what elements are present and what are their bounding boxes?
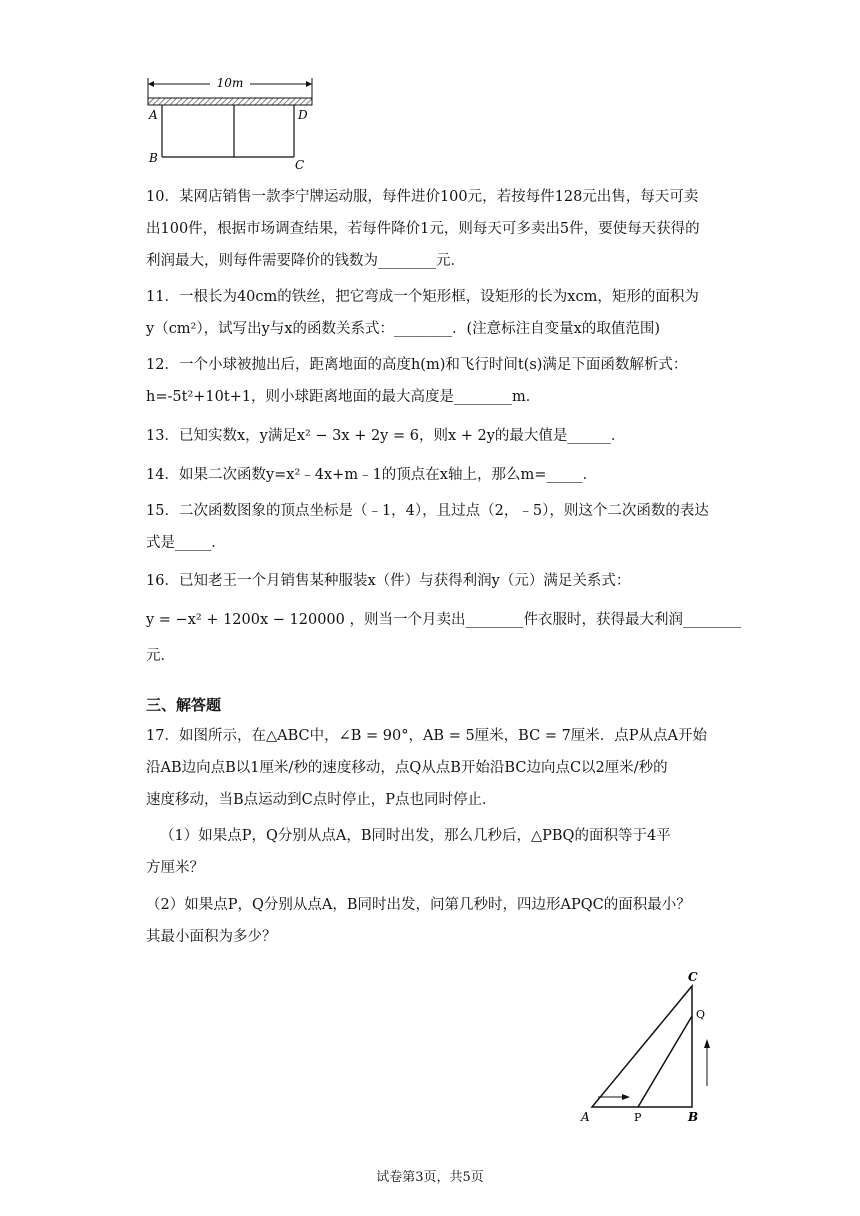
question-line: 沿AB边向点B以1厘米/秒的速度移动，点Q从点B开始沿BC边向点C以2厘米/秒的	[146, 760, 668, 776]
question-line: 速度移动，当B点运动到C点时停止，P点也同时停止．	[146, 792, 497, 808]
question-14	[146, 459, 718, 491]
triangle-figure	[574, 966, 724, 1126]
question-11	[146, 281, 718, 345]
label-D: D	[298, 108, 308, 122]
label-C: C	[295, 158, 305, 172]
question-line: 16．已知老王一个月销售某种服装x（件）与获得利润y（元）满足关系式：	[146, 573, 631, 589]
label-P: P	[634, 1111, 642, 1124]
question-13	[146, 420, 718, 452]
question-line: 式是_____．	[146, 535, 226, 551]
question-15	[146, 495, 718, 559]
width-label: 10m	[216, 76, 244, 90]
question-10	[146, 181, 718, 277]
question-17-part-2	[146, 889, 718, 953]
question-line: （1）如果点P，Q分别从点A，B同时出发，那么几秒后，△PBQ的面积等于4平	[160, 828, 671, 844]
question-line: 13．已知实数x，y满足x² − 3x + 2y = 6，则x + 2y的最大值是______．	[146, 428, 626, 444]
segment-pq	[638, 1016, 692, 1107]
question-line: 17．如图所示，在△ABC中，∠B = 90°，AB = 5厘米，BC = 7厘米．点P从点A开始	[146, 728, 708, 744]
label-C: C	[688, 970, 698, 984]
section-title: 三、解答题	[146, 696, 222, 714]
question-line: 11．一根长为40cm的铁丝，把它弯成一个矩形框，设矩形的长为xcm，矩形的面积为	[146, 289, 699, 305]
question-line: 10．某网店销售一款李宁牌运动服，每件进价100元，若按每件128元出售，每天可卖	[146, 189, 699, 205]
question-12	[146, 349, 718, 413]
question-line: y（cm²），试写出y与x的函数关系式：________．(注意标注自变量x的取值范围)	[146, 321, 660, 337]
label-B: B	[688, 1110, 699, 1124]
question-line: h=-5t²+10t+1，则小球距离地面的最大高度是________m．	[146, 389, 541, 405]
question-17	[146, 720, 718, 816]
label-A: A	[149, 108, 158, 122]
question-line: 其最小面积为多少？	[146, 929, 277, 945]
wall	[148, 98, 312, 105]
label-Q: Q	[696, 1008, 706, 1021]
question-16	[146, 562, 741, 672]
fence-figure	[140, 72, 320, 172]
question-line: 15．二次函数图象的顶点坐标是（﹣1，4），且过点（2，﹣5），则这个二次函数的表达	[146, 503, 709, 519]
question-line: 利润最大，则每件需要降价的钱数为________元．	[146, 253, 465, 269]
question-line: y = −x² + 1200x − 120000 ，则当一个月卖出________件衣服时，获得最大利润________	[146, 612, 741, 628]
question-17-part-1	[146, 820, 718, 884]
page-footer: 试卷第3页，共5页	[376, 1170, 484, 1185]
label-B: B	[149, 151, 158, 165]
question-line: 12．一个小球被抛出后，距离地面的高度h(m)和飞行时间t(s)满足下面函数解析式：	[146, 357, 688, 373]
question-line: 出100件，根据市场调查结果，若每件降价1元，则每天可多卖出5件，要使每天获得的	[146, 221, 700, 237]
question-line: （2）如果点P，Q分别从点A，B同时出发，问第几秒时，四边形APQC的面积最小？	[146, 897, 691, 913]
question-line: 元．	[146, 648, 175, 664]
question-line: 14．如果二次函数y=x²﹣4x+m﹣1的顶点在x轴上，那么m=_____．	[146, 467, 598, 483]
label-A: A	[581, 1110, 590, 1124]
question-line: 方厘米？	[146, 860, 204, 876]
triangle-abc	[592, 986, 692, 1107]
